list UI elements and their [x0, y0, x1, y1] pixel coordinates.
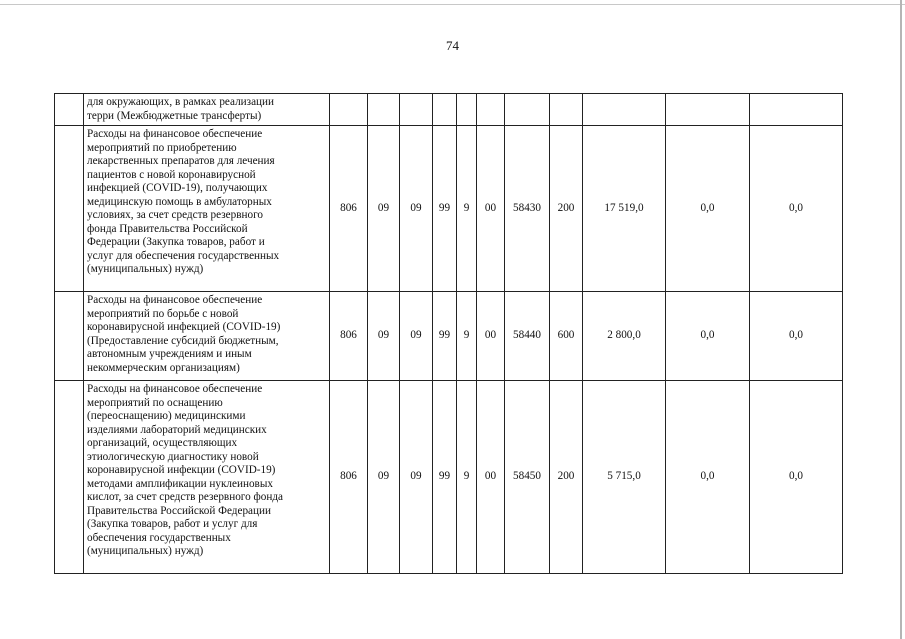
numbering-cell [55, 381, 84, 574]
grbs-code-cell: 806 [330, 292, 368, 381]
description-cell: для окружающих, в рамках реализации терри (Межбюджетные трансферты) [84, 94, 330, 126]
main-event-code-cell: 00 [477, 292, 505, 381]
sum-year3-cell: 0,0 [750, 381, 843, 574]
table-row [55, 94, 843, 126]
main-event-code-cell: 00 [477, 381, 505, 574]
sum-year2-cell: 0,0 [666, 292, 750, 381]
section-code-cell: 09 [368, 292, 400, 381]
expense-type-cell: 200 [550, 381, 583, 574]
scan-right-edge [900, 0, 902, 639]
budget-table [54, 93, 843, 574]
numbering-cell [55, 94, 84, 126]
numbering-cell [55, 126, 84, 292]
description-cell: Расходы на финансовое обеспечение мероприятий по борьбе с новой коронавирусной инфекцией (COVID-19) (Предоставление субсидий бюджетным, автономным учреждениям и иным некоммерческим организациям) [84, 292, 330, 381]
sum-year1-cell [583, 94, 666, 126]
sum-year3-cell: 0,0 [750, 292, 843, 381]
sum-year3-cell [750, 94, 843, 126]
direction-code-cell: 58430 [505, 126, 550, 292]
scan-top-edge [0, 4, 905, 5]
description-cell: Расходы на финансовое обеспечение мероприятий по приобретению лекарственных препаратов для лечения пациентов с новой коронавирусной инфекцией (COVID-19), получающих медицинскую помощь в амбулаторных условиях, за счет средств резервного фонда Правительства Российской Федерации (Закупка товаров, работ и услуг для обеспечения государственных (муниципальных) нужд) [84, 126, 330, 292]
main-event-code-cell: 00 [477, 126, 505, 292]
expense-type-cell [550, 94, 583, 126]
subprogram-code-cell: 9 [457, 126, 477, 292]
program-code-cell: 99 [433, 126, 457, 292]
main-event-code-cell [477, 94, 505, 126]
subsection-code-cell: 09 [400, 381, 433, 574]
program-code-cell: 99 [433, 381, 457, 574]
sum-year3-cell: 0,0 [750, 126, 843, 292]
section-code-cell [368, 94, 400, 126]
grbs-code-cell: 806 [330, 126, 368, 292]
sum-year2-cell: 0,0 [666, 381, 750, 574]
description-cell: Расходы на финансовое обеспечение мероприятий по оснащению (переоснащению) медицинскими изделиями лабораторий медицинских организаций, осуществляющих этиологическую диагностику новой коронавирусной инфекции (COVID-19) методами амплификации нуклеиновых кислот, за счет средств резервного фонда Правительства Российской Федерации (Закупка товаров, работ и услуг для обеспечения государственных (муниципальных) нужд) [84, 381, 330, 574]
sum-year1-cell: 5 715,0 [583, 381, 666, 574]
subsection-code-cell: 09 [400, 292, 433, 381]
table-row [55, 126, 843, 292]
direction-code-cell: 58450 [505, 381, 550, 574]
budget-table-body [55, 94, 843, 574]
expense-type-cell: 600 [550, 292, 583, 381]
sum-year1-cell: 17 519,0 [583, 126, 666, 292]
numbering-cell [55, 292, 84, 381]
subsection-code-cell [400, 94, 433, 126]
grbs-code-cell: 806 [330, 381, 368, 574]
sum-year2-cell [666, 94, 750, 126]
table-row [55, 292, 843, 381]
expense-type-cell: 200 [550, 126, 583, 292]
subprogram-code-cell [457, 94, 477, 126]
subsection-code-cell: 09 [400, 126, 433, 292]
program-code-cell [433, 94, 457, 126]
section-code-cell: 09 [368, 126, 400, 292]
section-code-cell: 09 [368, 381, 400, 574]
program-code-cell: 99 [433, 292, 457, 381]
grbs-code-cell [330, 94, 368, 126]
sum-year1-cell: 2 800,0 [583, 292, 666, 381]
direction-code-cell: 58440 [505, 292, 550, 381]
table-row [55, 381, 843, 574]
page-number: 74 [446, 38, 459, 53]
subprogram-code-cell: 9 [457, 381, 477, 574]
subprogram-code-cell: 9 [457, 292, 477, 381]
sum-year2-cell: 0,0 [666, 126, 750, 292]
direction-code-cell [505, 94, 550, 126]
